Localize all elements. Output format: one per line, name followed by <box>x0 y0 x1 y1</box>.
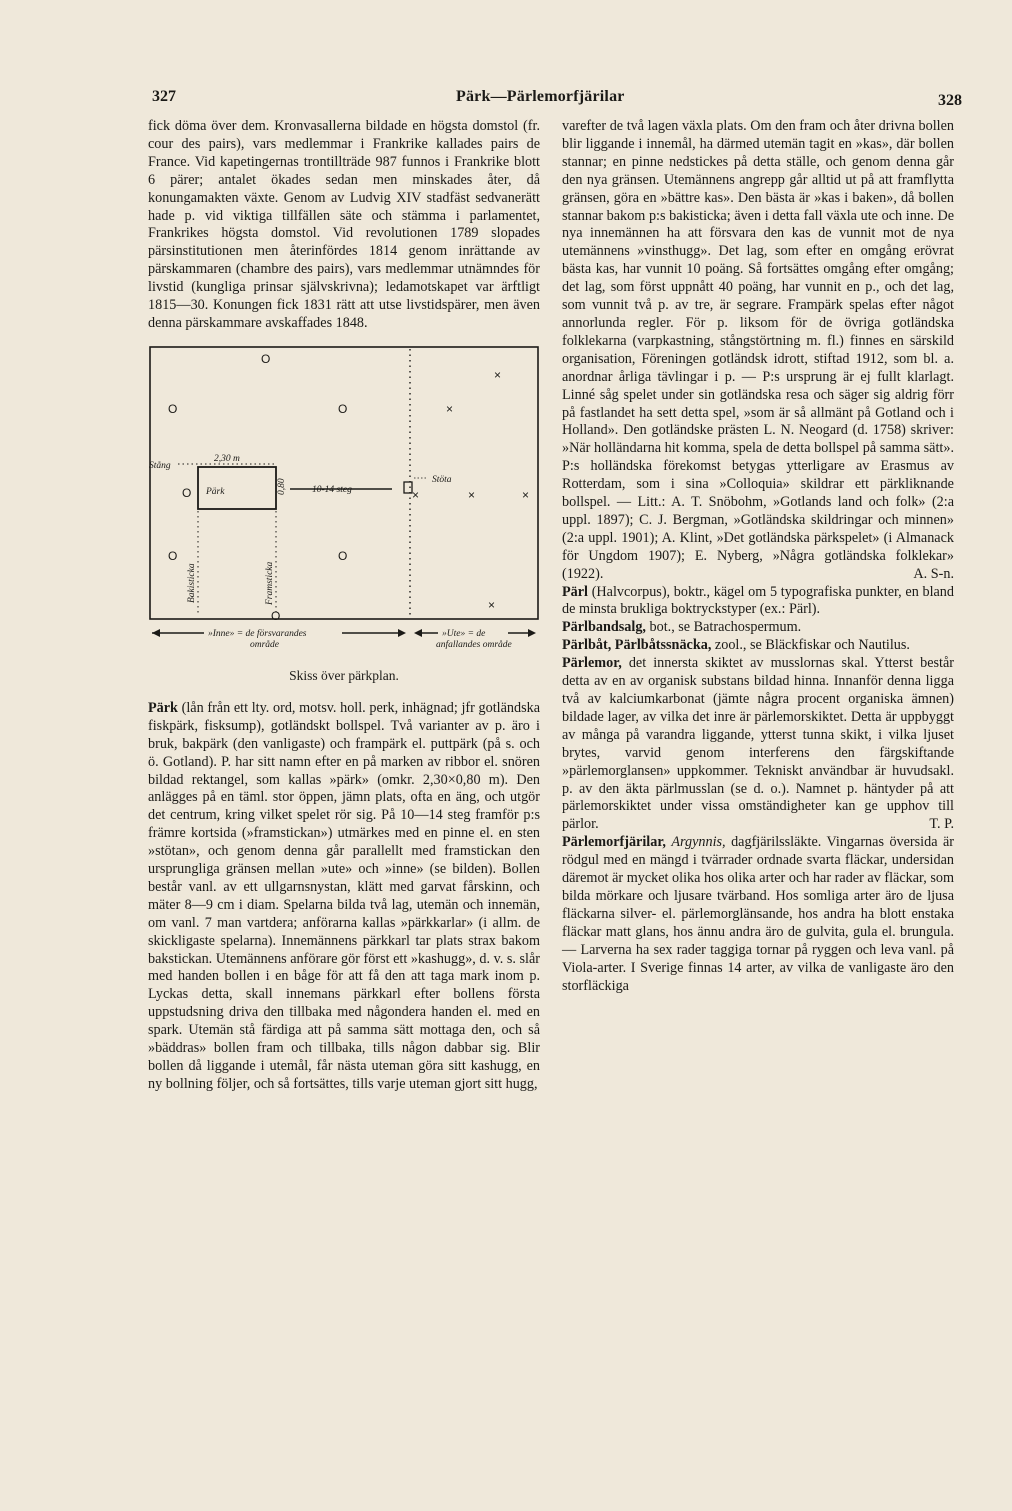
player-cross: × <box>488 597 496 612</box>
entry-text: varefter de två lagen växla plats. Om den fram och åter drivna bollen blir liggande i innemål, ha därmed utemän tagit en »kas», där bollen stannar; en pinne nedstickes på detta ställe, och genom denna går den nya gränsen. Utemännens angrepp går alltid ut på att framflytta gränsen, göra en »bättre kas». Den bästa är »kas i baken», då bollen stannar bakom p:s bakisticka; även i detta fall växla ute och inne. De nya innemännen ha att försvara den kas de vunnit mot de nya utemännens »vinsthugg». Det lag, som efter en omgång erövrat bästa kas, har vunnit 10 poäng. Så fortsättes omgång efter omgång; det lag, som först uppnått 40 poäng, har vunnit en p., och det lag, som vunnit två p. av tre, är segrare. Frampärk spelas efter något annorlunda regler. För p. liksom för de övriga gotländska folklekarna (varpkastning, stångstörtning m. fl.) finnes en särskild organisation, Föreningen gotländsk idrott, stiftad 1912, som bl. a. anordnar årliga tävlingar i p. — P:s ursprung är ej fullt klarlagt. Linné såg spelet under sin gotländska resa och säger sig aldrig förr på fastlandet ha sett detta spel, »som är så allmänt på Gotland och i Holland». Den gotländske prästen L. N. Neogard (d. 1758) skriver: »När holländarna hit komma, spela de detta bollspel på samma sätt». P:s holländska förekomst betygas ytterligare av Erasmus av Rotterdam, som i sina »Colloquia» skildrar ett pärkliknande bollspel. — Litt.: A. T. Snöbohm, »Gotlands land och folk» (2:a uppl. 1897); C. J. Bergman, »Gotländska skildringar och minnen» (2:a uppl. 1901); A. Klint, »Det gotländska pärkspelet» (i Almanack för Ungdom 1907); E. Nyberg, »Några gotländska folklekar» (1922). <box>562 118 954 582</box>
right-column <box>562 118 954 995</box>
stota-post <box>404 482 412 493</box>
arrow-head-left <box>152 629 160 637</box>
ute-legend-2: anfallandes område <box>436 639 512 650</box>
player-cross: × <box>522 487 530 502</box>
headword: Pärlbåt, Pärlbåtssnäcka, <box>562 637 712 654</box>
player-cross: × <box>468 487 476 502</box>
figure-caption: Skiss över pärkplan. <box>289 667 399 683</box>
ute-legend: »Ute» = de <box>442 628 486 639</box>
player-cross: × <box>494 367 502 382</box>
ute-arrow-head-left <box>414 629 422 637</box>
running-title: Pärk—Pärlemorfjärilar <box>456 88 625 105</box>
entry-parl <box>562 584 954 620</box>
headword: Pärlemor, <box>562 655 622 672</box>
steg-label: 10-14 steg <box>312 484 352 495</box>
entry-text: (Halvcorpus), boktr., kägel om 5 typografiska punkter, en bland de minsta brukliga boktryckstyper (ex.: Pärl). <box>562 583 954 618</box>
signature: T. P. <box>929 816 954 833</box>
headword: Pärk <box>148 699 178 716</box>
page-header <box>146 88 962 110</box>
headword: Pärlemorfjärilar, <box>562 834 666 851</box>
taxon-name: Argynnis, <box>671 834 726 851</box>
entry-park <box>148 700 540 1094</box>
signature: A. S-n. <box>913 565 954 582</box>
page-number-right: 328 <box>938 92 962 109</box>
page-number-left: 327 <box>152 88 176 105</box>
park-diagram-figure <box>148 345 540 690</box>
bakisticka-label: Bakisticka <box>187 563 197 603</box>
entry-parlemorfjarilar <box>562 834 954 995</box>
player-circle: O <box>182 485 192 500</box>
entry-text: zool., se Bläckfiskar och Nautilus. <box>711 637 910 654</box>
ute-arrow-head-right <box>528 629 536 637</box>
field-outline <box>150 347 538 619</box>
entry-text: bot., se Batrachospermum. <box>645 619 802 636</box>
dimension-top-label: 2,30 m <box>214 453 240 464</box>
inne-legend-2: område <box>250 639 280 650</box>
entry-text: dagfjärilssläkte. Vingarnas översida är rödgul med en mängd i tvärrader ordnade svarta fläckar, undersidan däremot är mycket olika hos olika arter och har rader av fläckar, som bilda mörkare och ljusare tvärband. Hos somliga arter äro de ljusa fläckarna silver- el. pärlemorglänsande, hos andra ha blott enstaka fläckar matt glans, hos ännu andra äro de gulvita, gula el. brungula. — Larverna ha sex rader taggiga tornar på ryggen och leva vanl. på Viola-arter. I Sverige finnas 14 arter, av vilka de vanligaste äro den storfläckiga <box>562 834 954 994</box>
entry-text: det innersta skiktet av musslornas skal. Ytterst består detta av en av organisk substans bildad hinna. Innanför denna ligga två av kalciumkarbonat (jämte några procent organiska ämnen) bildade lager, av vilka det inre är pärlemorskiktet. Detta är uppbyggt av många på varandra liggande, ytterst tunna skikt, i vilka ljuset brytes, varvid genom interferens den färgskiftande »pärlemorglansen» uppkommer. Tekniskt användbar är huvudsakl. p. av den äkta pärlmusslan (se d. o.). Namnet p. häntyder på att pärlemorskiktet under vissa omständigheter kan ge upphov till pärlor. <box>562 655 954 833</box>
entry-pair-continuation: fick döma över dem. Kronvasallerna bildade en högsta domstol (fr. cour des pairs), vars medlemmar i Frankrike kallades pairs de France. Vid kapetingernas trontillträde 987 funnos i Frankrike blott 6 pärer; antalet ökades sedan men minskades åter, då konungamakten växte. Genom av Ludvig XIV stadfäst sedvanerätt hade p. vid viktiga tillfällen säte och stämma i parlamentet, Frankrikes högsta domstol. Vid revolutionen 1789 slopades pärsinstitutionen men återinfördes 1814 genom inrättande av pärskammaren (chambre des pairs), vars medlemmar utnämndes för livstid (kungliga prinsar självskrivna); ledamotskapet var ärftligt 1815—30. Konungen fick 1831 rätt att utse livstidspärer, men även denna pärskammare avskaffades 1848. <box>148 118 540 331</box>
arrow-head-right <box>398 629 406 637</box>
player-cross: × <box>446 401 454 416</box>
framsticka-label: Framsticka <box>265 561 275 605</box>
left-column <box>148 118 540 1094</box>
entry-parlemor <box>562 655 954 834</box>
headword: Pärl <box>562 583 588 600</box>
player-circle: O <box>168 401 178 416</box>
player-circle: O <box>168 548 178 563</box>
player-circle: O <box>261 351 271 366</box>
entry-parlbat <box>562 637 954 655</box>
player-circle: O <box>271 608 281 623</box>
headword: Pärlbandsalg, <box>562 619 646 636</box>
entry-park-continuation <box>562 118 954 584</box>
park-diagram <box>148 345 540 665</box>
inne-legend: »Inne» = de försvarandes <box>208 628 307 639</box>
player-cross: × <box>412 487 420 502</box>
park-label: Pärk <box>206 486 225 497</box>
stang-label: Stång <box>149 460 171 471</box>
entry-parlbandsalg <box>562 619 954 637</box>
entry-text: (lån från ett lty. ord, motsv. holl. perk, inhägnad; jfr gotländska fiskpärk, fisksump), gotländskt bollspel. Två varianter av p. äro i bruk, bakpärk (den vanligaste) och frampärk el. puttpärk (på s. och ö. Gotland). P. har sitt namn efter en på marken av ribbor el. snören bildad rektangel, som kallas »pärk» (omkr. 2,30×0,80 m). Den anlägges på en täml. stor öppen, jämn plats, ofta en äng, och utgör det centrum, kring vilket spelet rör sig. På 10—14 steg framför p:s främre kortsida (»framstickan») utmärkes med en pinne el. en sten »stötan», och genom denna går parallellt med framstickan den ursprungliga gränsen mellan »ute» och »inne» (se bilden). Bollen består vanl. av ett ullgarnsnystan, klätt med garvat fårskinn, och mäter 8—9 cm i diam. Spelarna bilda två lag, utemän och innemän, om vanl. 7 man vartdera; anförarna kallas »pärkkarlar» (i allm. de skickligaste spelarna). Innemännens pärkkarl tar plats strax bakom bakstickan. Utemännens anförare gör först ett »kashugg», d. v. s. slår med handen bollen i en båge för att få den att taga mark inom p. Lyckas detta, skall innemans pärkkarl efter bollens första uppstudsning driva den tillbaka med någondera handen el. med en spark. Utemän stå färdiga att på samma sätt mottaga den, och så »bäddras» bollen fram och tillbaka, tills någon dabbar sig. Blir bollen då liggande i utemål, får nästa uteman göra sitt kashugg, en ny bollning följer, och så fortsättes, tills varje uteman gjort sitt hugg, <box>148 699 540 1092</box>
stota-label: Stöta <box>432 474 452 485</box>
player-circle: O <box>338 548 348 563</box>
dimension-side-label: 0,80 <box>277 478 287 495</box>
player-circle: O <box>338 401 348 416</box>
